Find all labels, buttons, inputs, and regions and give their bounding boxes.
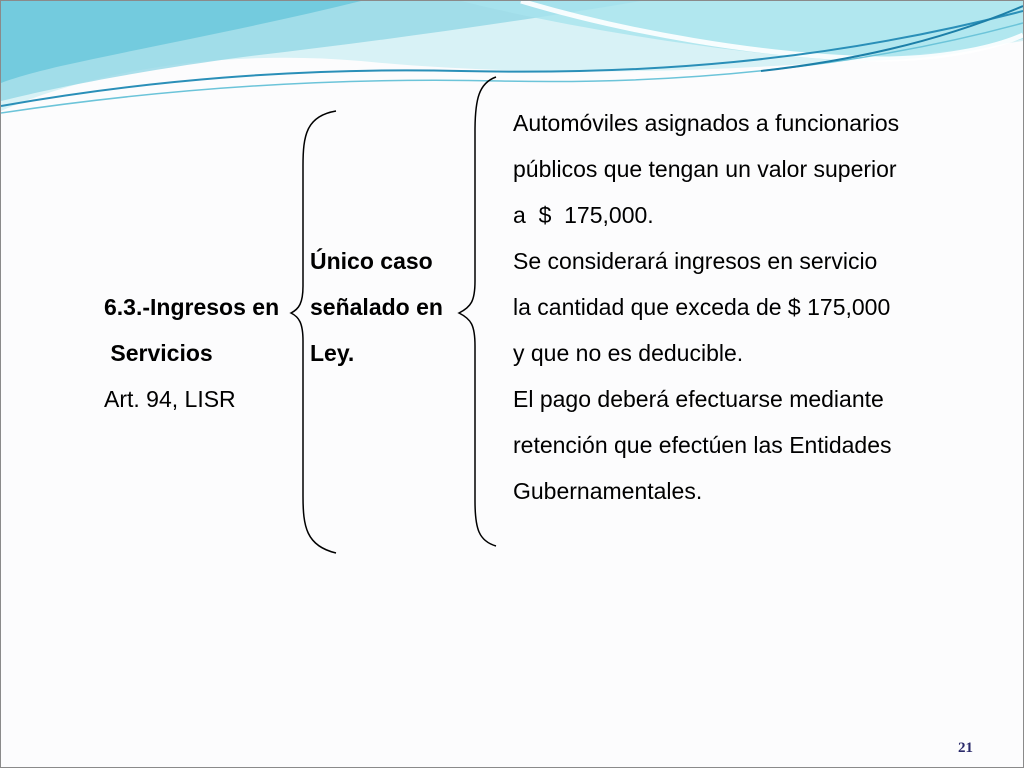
right-block-line: retención que efectúen las Entidades [513, 432, 892, 458]
middle-block-line-3: Ley. [310, 340, 355, 366]
right-block [513, 100, 899, 514]
right-block-line: Automóviles asignados a funcionarios [513, 110, 900, 136]
left-block-line-2: Servicios [104, 340, 213, 366]
right-block-line: Se considerará ingresos en servicio [513, 248, 878, 274]
right-block-line: El pago deberá efectuarse mediante [513, 386, 884, 412]
right-block-line: a $ 175,000. [513, 202, 654, 228]
right-block-line: públicos que tengan un valor superior [513, 156, 897, 182]
right-brace [459, 77, 496, 546]
middle-block [310, 238, 443, 376]
middle-block-line-2: señalado en [310, 294, 443, 320]
left-block [104, 284, 279, 422]
left-block-line-3: Art. 94, LISR [104, 386, 236, 412]
left-block-line-1: 6.3.-Ingresos en [104, 294, 280, 320]
middle-block-line-1: Único caso [310, 248, 433, 274]
page-number: 21 [958, 740, 973, 756]
right-block-line: y que no es deducible. [513, 340, 744, 366]
right-block-line: Gubernamentales. [513, 478, 703, 504]
right-block-line: la cantidad que exceda de $ 175,000 [513, 294, 891, 320]
